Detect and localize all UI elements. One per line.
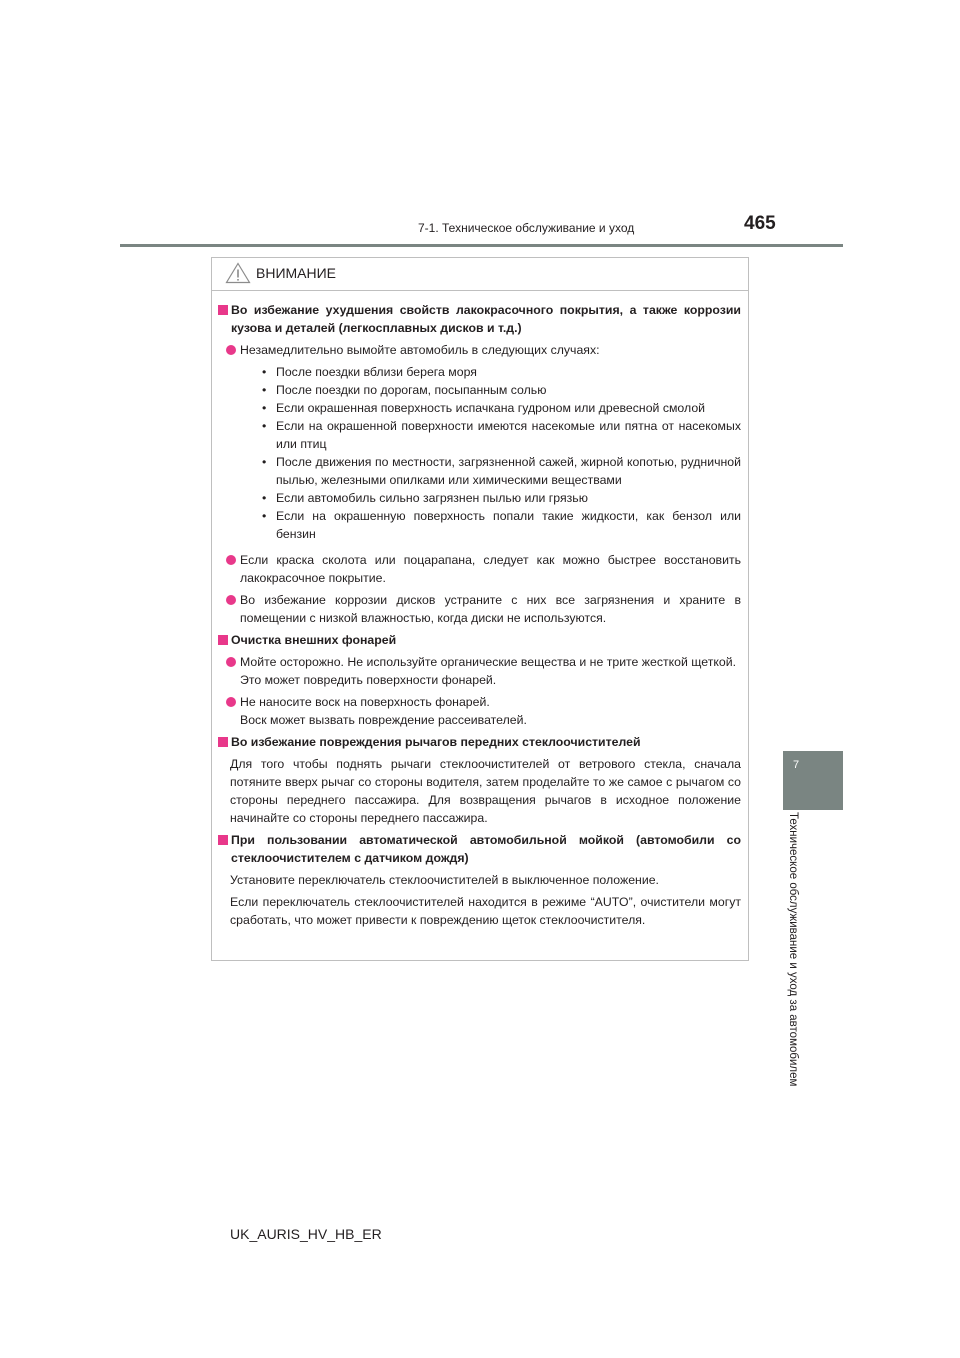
- caution-section: [218, 733, 741, 827]
- section-paragraph: Если переключатель стеклоочистителей находится в режиме “AUTO”, очистители могут сработать, что может привести к повреждению щеток стеклоочистителя.: [230, 895, 741, 927]
- caution-section: [218, 831, 741, 929]
- list-item-text: Во избежание коррозии дисков устраните с них все загрязнения и храните в помещении с низкой влажностью, когда диски не используются.: [240, 593, 741, 625]
- section-paragraph: Для того чтобы поднять рычаги стеклоочистителей от ветрового стекла, сначала потяните вверх рычаг со стороны водителя, затем проделайте то же самое с рычагом со стороны переднего пассажира. Для возвращения рычагов в исходное положение начинайте со стороны переднего пассажира.: [230, 757, 741, 825]
- list-item-note: Воск может вызвать повреждение рассеивателей.: [240, 713, 527, 727]
- list-item: [226, 551, 741, 587]
- sub-bullet-text: Если окрашенная поверхность испачкана гудроном или древесной смолой: [276, 401, 706, 415]
- sub-bullet-item: [262, 453, 741, 489]
- sub-bullet-item: [262, 417, 741, 453]
- section-paragraph: Установите переключатель стеклоочистителей в выключенное положение.: [230, 873, 659, 887]
- sub-bullet-text: Если автомобиль сильно загрязнен пылью или грязью: [276, 491, 588, 505]
- circle-bullet-icon: [226, 697, 236, 707]
- square-bullet-icon: [218, 835, 228, 845]
- section-heading-text: Во избежание повреждения рычагов передних стеклоочистителей: [231, 735, 641, 749]
- circle-bullet-icon: [226, 595, 236, 605]
- sub-bullet-item: [262, 381, 741, 399]
- sub-bullet-text: Если на окрашенную поверхность попали такие жидкости, как бензол или бензин: [276, 509, 741, 541]
- circle-bullet-icon: [226, 657, 236, 667]
- section-heading-text: При пользовании автоматической автомобильной мойкой (автомобили со стеклоочистителем с датчиком дождя): [231, 833, 741, 865]
- caution-box: [211, 257, 749, 961]
- sub-bullet-item: [262, 507, 741, 543]
- list-item: [226, 341, 741, 547]
- caution-section: [218, 301, 741, 627]
- section-heading: [218, 831, 741, 867]
- sub-bullet-item: [262, 363, 741, 381]
- bullet-dot-icon: •: [262, 401, 267, 415]
- header-section-title: 7-1. Техническое обслуживание и уход: [418, 221, 635, 235]
- sub-bullet-item: [262, 399, 741, 417]
- circle-bullet-icon: [226, 555, 236, 565]
- list-item-content: [240, 653, 741, 689]
- list-item-text: Мойте осторожно. Не используйте органические вещества и не трите жесткой щеткой.: [240, 655, 736, 669]
- sub-bullet-text: Если на окрашенной поверхности имеются насекомые или пятна от насекомых или птиц: [276, 419, 741, 451]
- list-item-text: Если краска сколота или поцарапана, следует как можно быстрее восстановить лакокрасочное покрытие.: [240, 553, 741, 585]
- section-heading: [218, 733, 741, 751]
- list-item: [226, 591, 741, 627]
- sub-bullet-list: [262, 363, 741, 543]
- caution-section: [218, 631, 741, 729]
- sub-bullet-item: [262, 489, 741, 507]
- list-item-content: [240, 341, 741, 547]
- section-heading: [218, 301, 741, 337]
- warning-triangle-icon: [225, 262, 251, 284]
- list-item-text: Не наносите воск на поверхность фонарей.: [240, 695, 490, 709]
- sub-bullet-text: После поездки по дорогам, посыпанным солью: [276, 383, 547, 397]
- chapter-number: 7: [793, 759, 800, 771]
- list-item-content: [240, 591, 741, 627]
- bullet-dot-icon: •: [262, 509, 267, 523]
- square-bullet-icon: [218, 305, 228, 315]
- circle-bullet-icon: [226, 345, 236, 355]
- bullet-dot-icon: •: [262, 419, 267, 433]
- chapter-tab: [783, 751, 843, 810]
- caution-header: [212, 258, 748, 291]
- sub-bullet-text: После поездки вблизи берега моря: [276, 365, 477, 379]
- list-item-text: Незамедлительно вымойте автомобиль в следующих случаях:: [240, 343, 600, 357]
- section-heading-text: Во избежание ухудшения свойств лакокрасочного покрытия, а также коррозии кузова и деталей (легкосплавных дисков и т.д.): [231, 303, 741, 335]
- bullet-dot-icon: •: [262, 383, 267, 397]
- footer-code: UK_AURIS_HV_HB_ER: [230, 1226, 382, 1242]
- bullet-dot-icon: •: [262, 491, 267, 505]
- caution-body: [212, 291, 748, 929]
- list-item-content: [240, 551, 741, 587]
- list-item: [226, 693, 741, 729]
- list-item: [226, 653, 741, 689]
- square-bullet-icon: [218, 737, 228, 747]
- bullet-dot-icon: •: [262, 365, 267, 379]
- list-item-content: [240, 693, 741, 729]
- page-number: 465: [744, 213, 776, 234]
- bullet-dot-icon: •: [262, 455, 267, 469]
- header-rule: [120, 244, 843, 247]
- chapter-title-vertical: Техническое обслуживание и уход за автомобилем: [787, 812, 799, 1087]
- caution-title: ВНИМАНИЕ: [256, 265, 337, 281]
- section-heading-text: Очистка внешних фонарей: [231, 633, 397, 647]
- list-item-note: Это может повредить поверхности фонарей.: [240, 673, 497, 687]
- section-heading: [218, 631, 741, 649]
- sub-bullet-text: После движения по местности, загрязненной сажей, жирной копотью, рудничной пылью, железными опилками или химическими веществами: [276, 455, 741, 487]
- square-bullet-icon: [218, 635, 228, 645]
